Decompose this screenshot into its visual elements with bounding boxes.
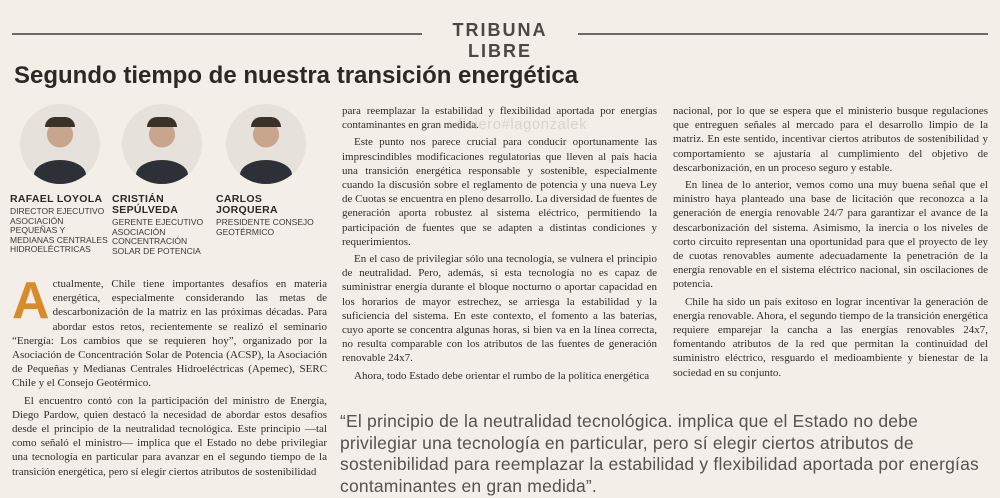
paragraph: nacional, por lo que se espera que el ministerio busque regulaciones que entreguen señales al mercado para el desarrollo limpio de la matriz. En este sentido, incentivar ciertos atributos de sostenibilidad y comportamiento se ajustaría al cumplimiento del objetivo de descarbonización, en un proceso seguro y estable.: [673, 105, 988, 174]
dropcap: A: [12, 272, 50, 330]
article-column-3: [673, 104, 988, 383]
section-rule-left: [12, 33, 422, 35]
avatar: [20, 104, 100, 184]
author-name: CRISTIÁN SEPÚLVEDA: [112, 193, 179, 216]
watermark: ficiero#lagonzalek: [458, 116, 588, 133]
paragraph: [12, 272, 327, 391]
paragraph: Este punto nos parece crucial para conducir oportunamente las imprescindibles modificaciones regulatorias que lleven al país hacia una transición energética responsable y sostenible, especialmente cuando la discusión sobre el reglamento de potencia y una nueva Ley de Cuotas se encuentra en pleno desarrollo. La diversidad de fuentes de generación aporta robustez al sistema eléctrico, permitiendo la participación de fuentes que se adapten a distintas condiciones y requerimientos.: [342, 136, 657, 248]
author-card: [112, 104, 212, 256]
avatar: [122, 104, 202, 184]
headline: Segundo tiempo de nuestra transición energética: [14, 62, 579, 89]
author-role: PRESIDENTE CONSEJO GEOTÉRMICO: [216, 217, 314, 237]
paragraph: Chile ha sido un país exitoso en lograr incentivar la generación de energía renovable. Ahora, el segundo tiempo de la transición energética requiere emparejar la cancha a las energías renovables 24x7, fomentando atributos de la red que permitan la continuidad del suministro eléctrico, resguardo el medioambiente y bienestar de la sociedad en su conjunto.: [673, 295, 988, 379]
paragraph: En el caso de privilegiar sólo una tecnología, se vulnera el principio de neutralidad. Pero, además, si esta tecnología no es capaz de suministrar energía durante el bloque nocturno o aportar capacidad en los horarios de mayor estrechez, se arriesga la estabilidad y la suficiencia del sistema. En este contexto, el fomento a las baterías, cuyo aporte se concentra algunas horas, si bien va en la línea correcta, no resulta comparable con los atributos de las fuentes de generación renovable 24x7.: [342, 253, 657, 365]
author-name: RAFAEL LOYOLA: [10, 193, 103, 205]
author-card: [10, 104, 110, 255]
paragraph: El encuentro contó con la participación del ministro de Energía, Diego Pardow, quien destacó la necesidad de abordar estos desafíos desde el principio de la neutralidad tecnológica. Este principio —tal como señaló el ministro— implica que el Estado no debe privilegiar una tecnología en particular para avanzar en el segundo tiempo de la transición energética, pero sí elegir ciertos atributos de sostenibilidad: [12, 394, 327, 478]
paragraph: Ahora, todo Estado debe orientar el rumbo de la política energética: [354, 369, 650, 382]
author-role: GERENTE EJECUTIVO ASOCIACIÓN CONCENTRACIÓN SOLAR DE POTENCIA: [112, 217, 204, 256]
author-card: [216, 104, 316, 237]
paragraph-text: ctualmente, Chile tiene importantes desafíos en materia energética, especialmente considerando las metas de descarbonización de la matriz en las próximas décadas. Para abordar estos retos, recientemente se realizó el seminario “Energía: Los cambios que se requieren hoy”, organizado por la Asociación de Concentración Solar de Potencia (ACSP), la Asociación de Pequeñas y Medianas Centrales Hidroeléctricas (Apemec), SERC Chile y el Consejo Geotérmico.: [12, 278, 327, 390]
paragraph: para reemplazar la estabilidad y flexibilidad aportada por energías contaminantes en gran medida.: [342, 105, 657, 132]
author-role: DIRECTOR EJECUTIVO ASOCIACIÓN PEQUEÑAS Y MEDIANAS CENTRALES HIDROELÉCTRICAS: [10, 206, 108, 254]
article-column-1: [12, 272, 327, 482]
paragraph: En línea de lo anterior, vemos como una muy buena señal que el ministro haya planteado una base de licitación que reconozca a la generación de energía renovable 24/7 para garantizar el avance de la descarbonización del sistema. Asimismo, la inercia o los niveles de corto circuito representan una oportunidad para que el proyecto de ley de cuotas renovables aumente adecuadamente la penetración de la energía renovable en el sistema eléctrico nacional, sin oscilaciones de potencia.: [673, 179, 988, 291]
section-rule-right: [578, 33, 988, 35]
article-column-2: [342, 104, 657, 386]
author-name: CARLOS JORQUERA: [216, 193, 278, 216]
avatar: [226, 104, 306, 184]
pull-quote: “El principio de la neutralidad tecnológica. implica que el Estado no debe privilegiar una tecnología en particular, pero sí elegir ciertos atributos de sostenibilidad para reemplazar la estabilidad y flexibilidad aportada por energías contaminantes en gran medida”.: [340, 411, 979, 496]
section-title: TRIBUNA LIBRE: [452, 20, 548, 61]
